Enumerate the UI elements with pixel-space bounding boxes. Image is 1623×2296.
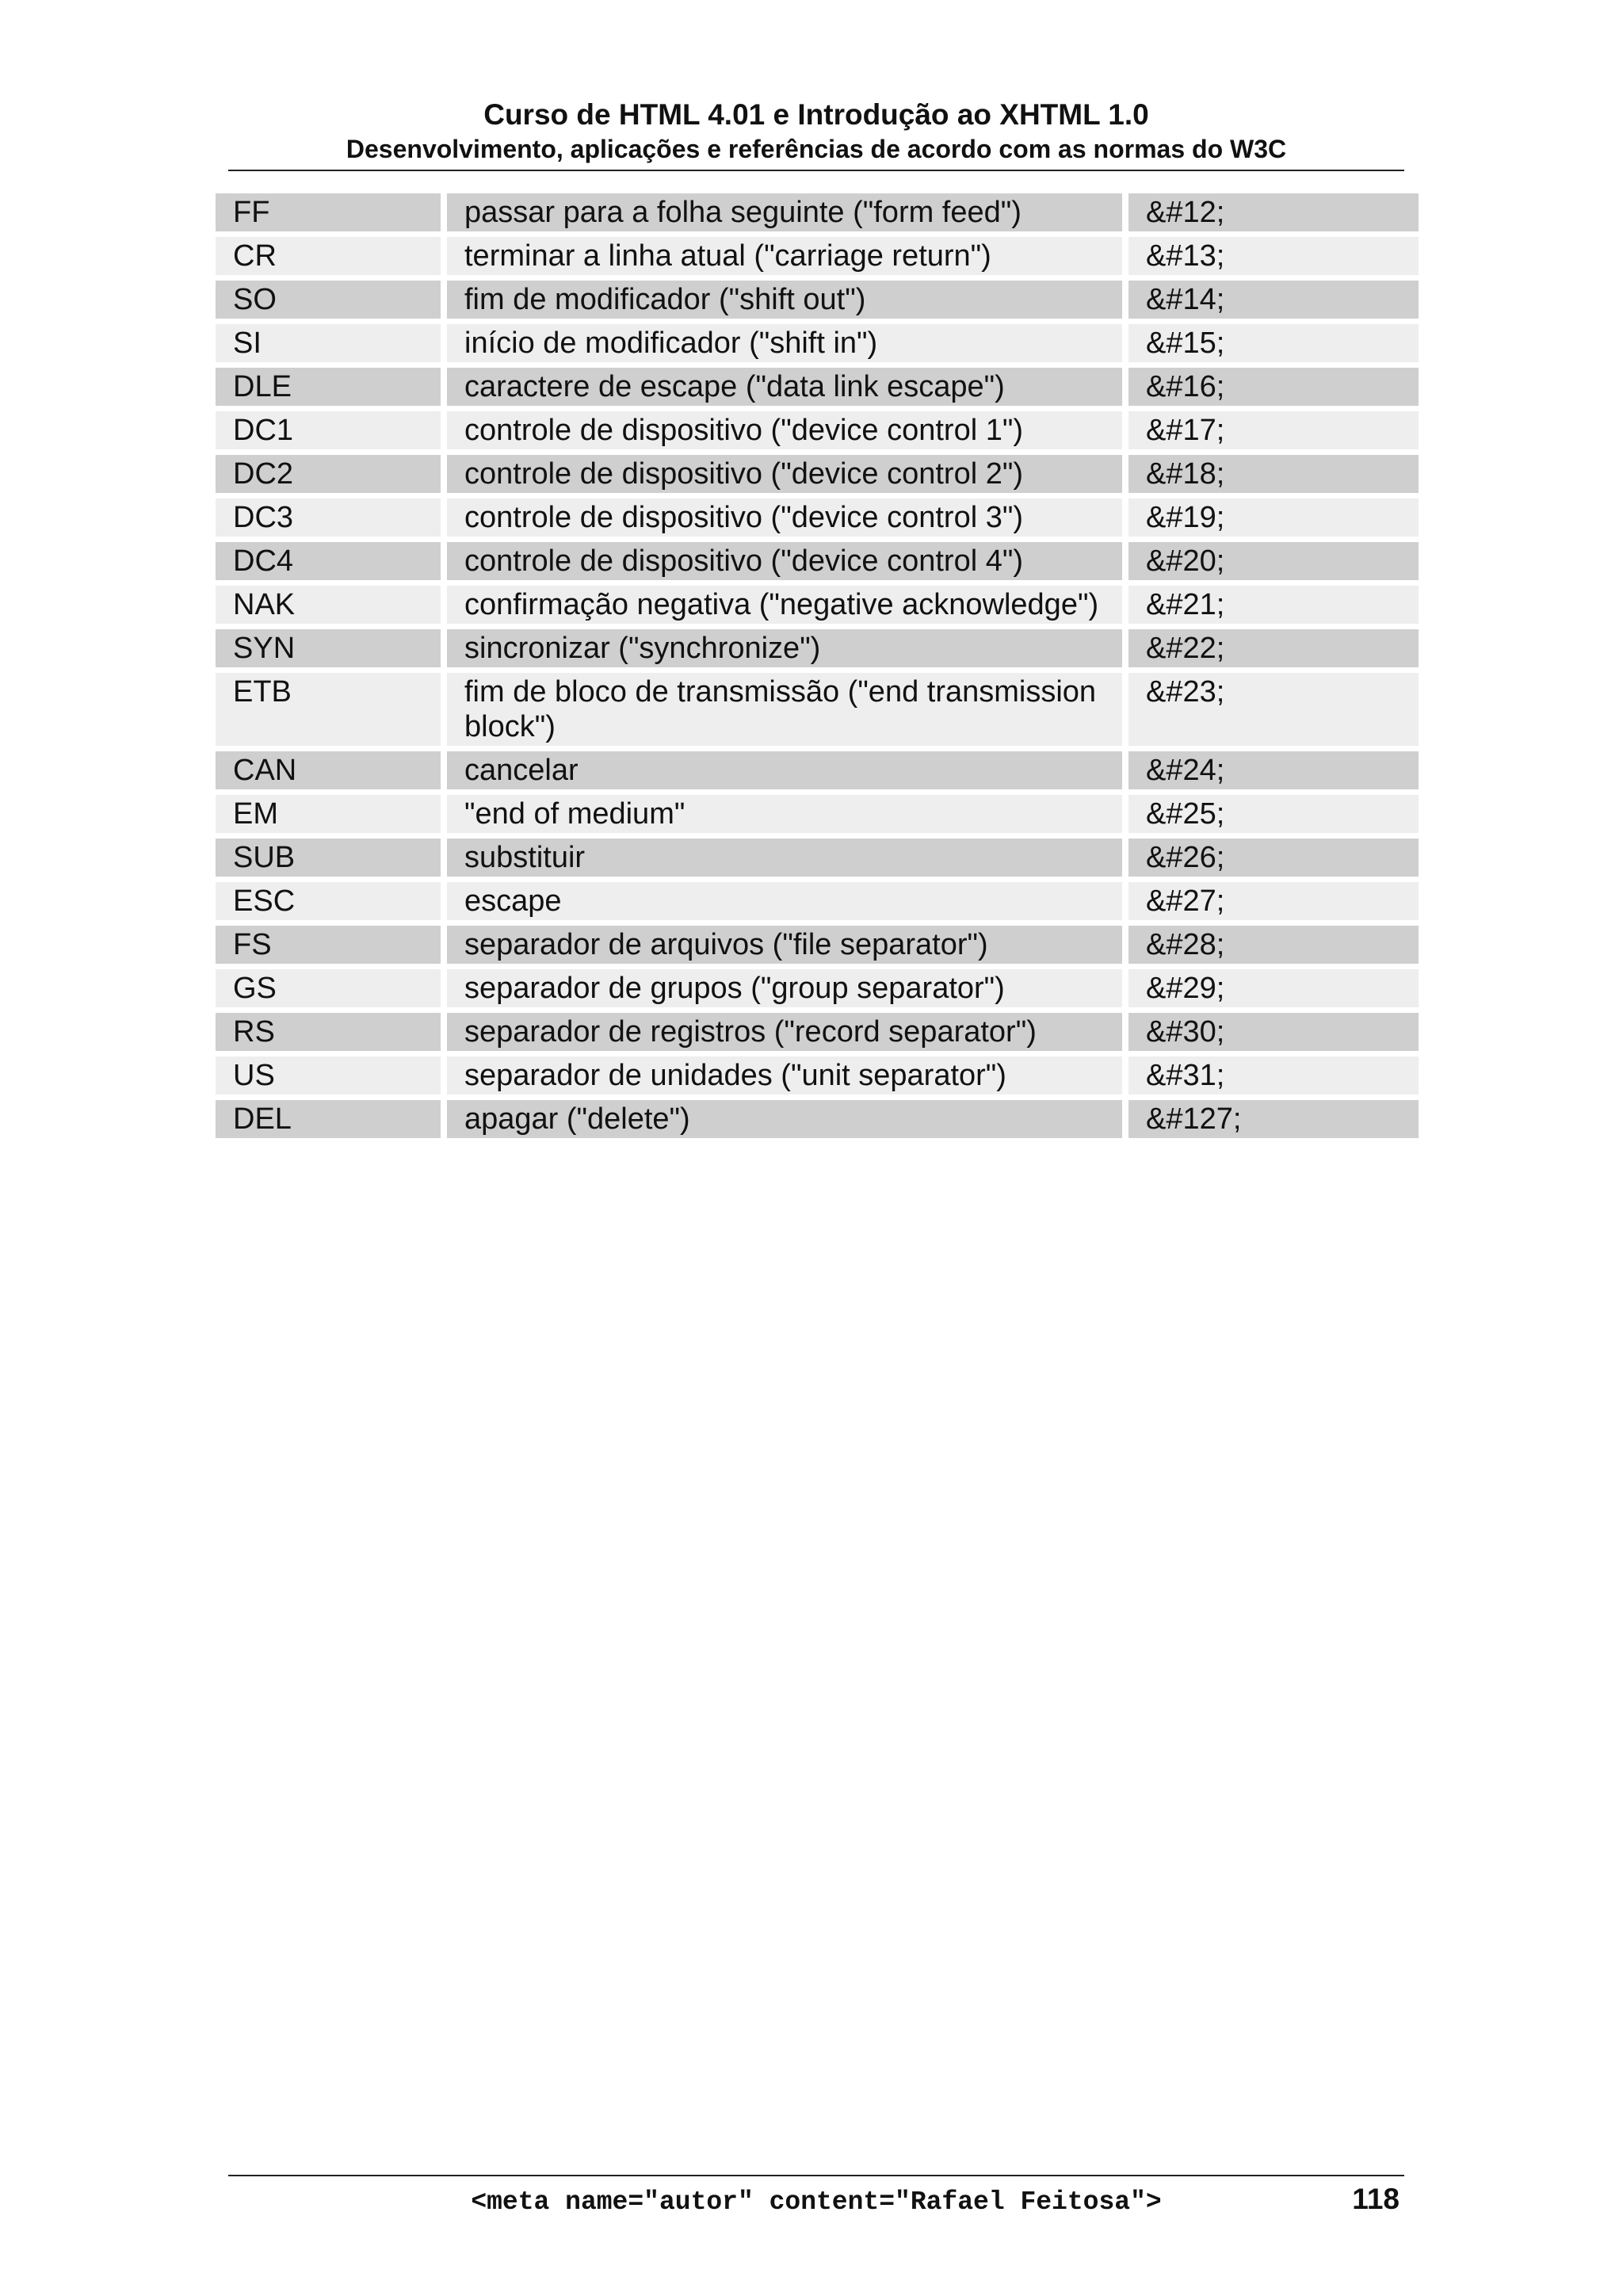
entity-cell: &#22; xyxy=(1128,629,1419,667)
entity-cell: &#31; xyxy=(1128,1056,1419,1095)
table-row xyxy=(216,368,1419,406)
entity-cell: &#30; xyxy=(1128,1013,1419,1051)
description-cell: controle de dispositivo ("device control 3") xyxy=(447,499,1122,537)
table-row xyxy=(216,882,1419,920)
entity-cell: &#13; xyxy=(1128,237,1419,275)
code-cell: ESC xyxy=(216,882,441,920)
table-row xyxy=(216,455,1419,493)
description-cell: confirmação negativa ("negative acknowledge") xyxy=(447,586,1122,624)
code-cell: SO xyxy=(216,281,441,319)
table-row xyxy=(216,193,1419,231)
description-cell: caractere de escape ("data link escape") xyxy=(447,368,1122,406)
table-row xyxy=(216,324,1419,362)
code-cell: DC2 xyxy=(216,455,441,493)
entity-cell: &#29; xyxy=(1128,969,1419,1007)
description-cell: fim de bloco de transmissão ("end transmission block") xyxy=(447,673,1122,746)
table-row xyxy=(216,1100,1419,1138)
table-row xyxy=(216,926,1419,964)
entity-cell: &#28; xyxy=(1128,926,1419,964)
description-cell: separador de arquivos ("file separator") xyxy=(447,926,1122,964)
description-cell: passar para a folha seguinte ("form feed") xyxy=(447,193,1122,231)
entity-cell: &#20; xyxy=(1128,542,1419,580)
code-cell: DC3 xyxy=(216,499,441,537)
entity-cell: &#18; xyxy=(1128,455,1419,493)
code-cell: FS xyxy=(216,926,441,964)
entity-cell: &#27; xyxy=(1128,882,1419,920)
description-cell: "end of medium" xyxy=(447,795,1122,833)
entity-cell: &#19; xyxy=(1128,499,1419,537)
code-cell: ETB xyxy=(216,673,441,746)
description-cell: separador de unidades ("unit separator") xyxy=(447,1056,1122,1095)
code-cell: SUB xyxy=(216,839,441,877)
page-footer xyxy=(228,2175,1404,2225)
table-row xyxy=(216,969,1419,1007)
document-subtitle: Desenvolvimento, aplicações e referências de acordo com as normas do W3C xyxy=(346,135,1287,163)
code-cell: DEL xyxy=(216,1100,441,1138)
entity-cell: &#127; xyxy=(1128,1100,1419,1138)
entity-cell: &#24; xyxy=(1128,751,1419,789)
description-cell: controle de dispositivo ("device control 1") xyxy=(447,411,1122,449)
table-row xyxy=(216,281,1419,319)
table-row xyxy=(216,237,1419,275)
description-cell: terminar a linha atual ("carriage return") xyxy=(447,237,1122,275)
table-row xyxy=(216,586,1419,624)
code-cell: NAK xyxy=(216,586,441,624)
table-row xyxy=(216,411,1419,449)
code-cell: DC1 xyxy=(216,411,441,449)
table-row xyxy=(216,629,1419,667)
description-cell: escape xyxy=(447,882,1122,920)
entity-cell: &#26; xyxy=(1128,839,1419,877)
table-row xyxy=(216,751,1419,789)
page-number: 118 xyxy=(1352,2183,1400,2215)
entity-cell: &#15; xyxy=(1128,324,1419,362)
entity-cell: &#21; xyxy=(1128,586,1419,624)
description-cell: separador de grupos ("group separator") xyxy=(447,969,1122,1007)
code-cell: US xyxy=(216,1056,441,1095)
entity-cell: &#16; xyxy=(1128,368,1419,406)
description-cell: controle de dispositivo ("device control 4") xyxy=(447,542,1122,580)
entity-cell: &#14; xyxy=(1128,281,1419,319)
code-cell: RS xyxy=(216,1013,441,1051)
description-cell: apagar ("delete") xyxy=(447,1100,1122,1138)
description-cell: separador de registros ("record separator") xyxy=(447,1013,1122,1051)
table-row xyxy=(216,499,1419,537)
code-cell: DLE xyxy=(216,368,441,406)
control-characters-table xyxy=(216,193,1419,1144)
code-cell: CR xyxy=(216,237,441,275)
table-row xyxy=(216,542,1419,580)
code-cell: SI xyxy=(216,324,441,362)
entity-cell: &#23; xyxy=(1128,673,1419,746)
description-cell: substituir xyxy=(447,839,1122,877)
code-cell: EM xyxy=(216,795,441,833)
table-row xyxy=(216,1013,1419,1051)
document-title: Curso de HTML 4.01 e Introdução ao XHTML 1.0 xyxy=(483,98,1149,131)
code-cell: GS xyxy=(216,969,441,1007)
code-cell: FF xyxy=(216,193,441,231)
description-cell: sincronizar ("synchronize") xyxy=(447,629,1122,667)
description-cell: fim de modificador ("shift out") xyxy=(447,281,1122,319)
table-row xyxy=(216,1056,1419,1095)
footer-meta-tag: <meta name="autor" content="Rafael Feitosa"> xyxy=(471,2187,1162,2217)
code-cell: SYN xyxy=(216,629,441,667)
entity-cell: &#25; xyxy=(1128,795,1419,833)
code-cell: CAN xyxy=(216,751,441,789)
code-cell: DC4 xyxy=(216,542,441,580)
page-header xyxy=(228,97,1404,171)
entity-cell: &#17; xyxy=(1128,411,1419,449)
entity-cell: &#12; xyxy=(1128,193,1419,231)
description-cell: início de modificador ("shift in") xyxy=(447,324,1122,362)
description-cell: cancelar xyxy=(447,751,1122,789)
description-cell: controle de dispositivo ("device control 2") xyxy=(447,455,1122,493)
table-row xyxy=(216,795,1419,833)
table-row xyxy=(216,839,1419,877)
table-row xyxy=(216,673,1419,746)
